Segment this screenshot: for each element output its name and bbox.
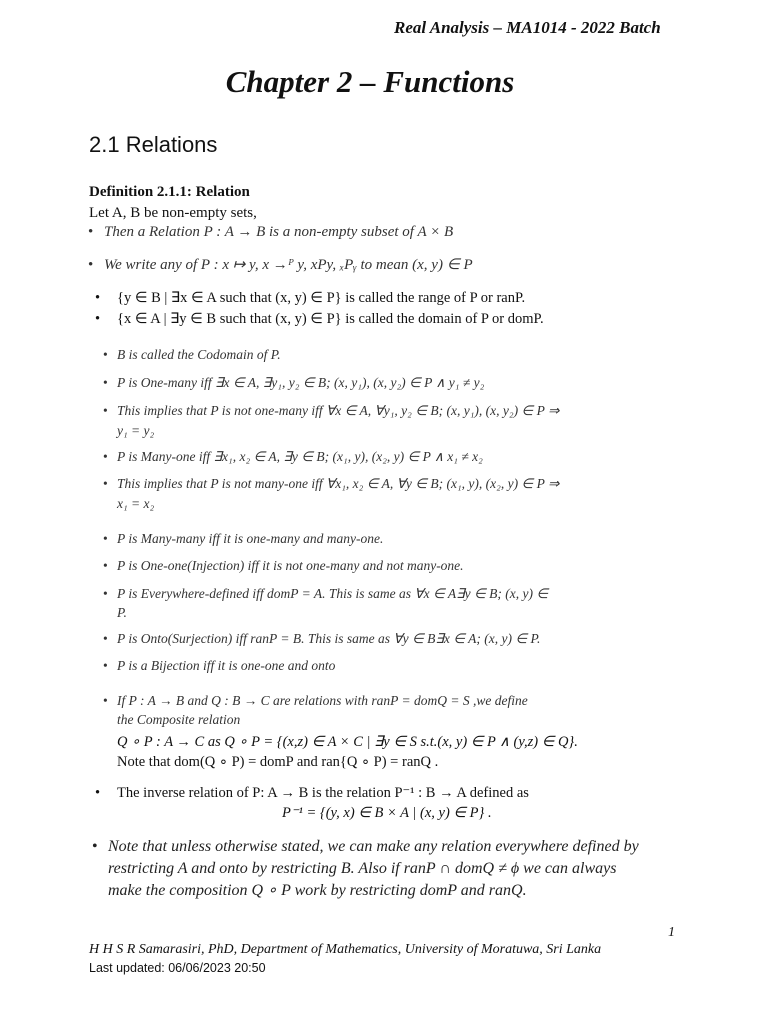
list-item-many-many: [103, 529, 384, 548]
list-item-notation: [88, 256, 473, 275]
list-item-continuation: [117, 494, 154, 513]
item-text: {x ∈ A | ∃y ∈ B such that (x, y) ∈ P} is called the domain of P or domP.: [117, 311, 544, 327]
item-text: This implies that P is not one-many iff ∀x ∈ A, ∀y₁, y₂ ∈ B; (x, y₁), (x, y₂) ∈ P ⇒: [117, 403, 560, 418]
bullet-icon: •: [88, 257, 94, 273]
definition-intro: Let A, B be non-empty sets,: [89, 205, 257, 221]
list-item-many-one: [103, 447, 483, 466]
bullet-icon: •: [88, 224, 94, 240]
bullet-icon: •: [92, 838, 98, 855]
footer-author: H H S R Samarasiri, PhD, Department of Mathematics, University of Moratuwa, Sri Lanka: [89, 942, 602, 957]
list-item-continuation: [117, 603, 127, 622]
item-text: P is Everywhere-defined iff domP = A. This is same as ∀x ∈ A∃y ∈ B; (x, y) ∈: [117, 586, 549, 601]
item-text: P is a Bijection iff it is one-one and onto: [117, 658, 336, 673]
bullet-icon: •: [103, 375, 108, 390]
bullet-icon: •: [103, 631, 108, 646]
item-text: P is One-many iff ∃x ∈ A, ∃y₁, y₂ ∈ B; (x, y₁), (x, y₂) ∈ P ∧ y₁ ≠ y₂: [117, 375, 485, 390]
item-text: If P : A → B and Q : B → C are relations with ranP = domQ = S ,we define: [117, 693, 528, 708]
list-item-domain: [95, 310, 544, 329]
item-text: P⁻¹ = {(y, x) ∈ B × A | (x, y) ∈ P} .: [282, 805, 492, 821]
item-text: make the composition Q ∘ P work by restricting domP and ranQ.: [108, 882, 527, 899]
item-text: P is One-one(Injection) iff it is not one-many and not many-one.: [117, 558, 464, 573]
list-item-inverse: [95, 785, 529, 802]
item-text: This implies that P is not many-one iff ∀x₁, x₂ ∈ A, ∀y ∈ B; (x₁, y), (x₂, y) ∈ P ⇒: [117, 476, 560, 491]
bullet-icon: •: [103, 586, 108, 601]
list-item-continuation: [117, 710, 240, 729]
section-heading: 2.1 Relations: [89, 132, 218, 157]
list-item-codomain: [103, 345, 281, 364]
list-item-range: [95, 289, 526, 308]
list-item-relation: [88, 223, 454, 242]
item-text: y₁ = y₂: [117, 423, 155, 438]
bullet-icon: •: [103, 531, 108, 546]
list-item-onto: [103, 629, 541, 648]
running-header: Real Analysis – MA1014 - 2022 Batch: [394, 18, 661, 37]
list-item-one-one: [103, 556, 464, 575]
list-item-bijection: [103, 656, 336, 675]
item-text: {y ∈ B | ∃x ∈ A such that (x, y) ∈ P} is called the range of P or ranP.: [117, 290, 526, 306]
item-text: restricting A and onto by restricting B. Also if ranP ∩ domQ ≠ ϕ we can always: [108, 860, 617, 877]
list-item-one-many: [103, 373, 485, 392]
inverse-definition: [282, 805, 492, 822]
bullet-icon: •: [95, 290, 101, 306]
bullet-icon: •: [103, 558, 108, 573]
bullet-icon: •: [103, 403, 108, 418]
item-text: P.: [117, 605, 127, 620]
bullet-icon: •: [103, 476, 108, 491]
bullet-icon: •: [103, 347, 108, 362]
page-number: 1: [668, 925, 675, 940]
bullet-icon: •: [95, 785, 101, 801]
item-text: The inverse relation of P: A → B is the relation P⁻¹ : B → A defined as: [117, 785, 529, 801]
footer-last-updated: Last updated: 06/06/2023 20:50: [89, 961, 266, 975]
item-text: B is called the Codomain of P.: [117, 347, 281, 362]
bullet-icon: •: [103, 658, 108, 673]
item-text: Q ∘ P : A → C as Q ∘ P = {(x,z) ∈ A × C | ∃y ∈ S s.t.(x, y) ∈ P ∧ (y,z) ∈ Q}.: [117, 734, 578, 750]
item-text: the Composite relation: [117, 712, 241, 727]
item-text: Note that dom(Q ∘ P) = domP and ran{Q ∘ P) = ranQ .: [117, 754, 439, 770]
list-item-continuation: [117, 421, 154, 440]
list-item-everywhere-defined: [103, 584, 549, 603]
list-item-not-one-many: [103, 401, 560, 420]
item-text: P is Onto(Surjection) iff ranP = B. This is same as ∀y ∈ B∃x ∈ A; (x, y) ∈ P.: [117, 631, 541, 646]
item-text: Then a Relation P : A → B is a non-empty subset of A × B: [104, 224, 454, 240]
list-item-note: [92, 835, 639, 858]
list-item-continuation: [108, 879, 527, 902]
list-item-not-many-one: [103, 474, 560, 493]
definition-title: Definition 2.1.1: Relation: [89, 184, 250, 200]
bullet-icon: •: [103, 693, 108, 708]
chapter-title: Chapter 2 – Functions: [225, 64, 515, 99]
item-text: P is Many-many iff it is one-many and many-one.: [117, 531, 384, 546]
list-item-composite: [103, 691, 528, 710]
item-text: Note that unless otherwise stated, we can make any relation everywhere defined by: [108, 838, 639, 855]
bullet-icon: •: [95, 311, 101, 327]
list-item-continuation: [108, 857, 616, 880]
composite-definition: [117, 734, 578, 751]
item-text: We write any of P : x ↦ y, x →ᴾ y, xPy, ₓPᵧ to mean (x, y) ∈ P: [104, 257, 473, 273]
bullet-icon: •: [103, 449, 108, 464]
item-text: P is Many-one iff ∃x₁, x₂ ∈ A, ∃y ∈ B; (x₁, y), (x₂, y) ∈ P ∧ x₁ ≠ x₂: [117, 449, 483, 464]
composite-note: [117, 754, 438, 771]
item-text: x₁ = x₂: [117, 496, 155, 511]
